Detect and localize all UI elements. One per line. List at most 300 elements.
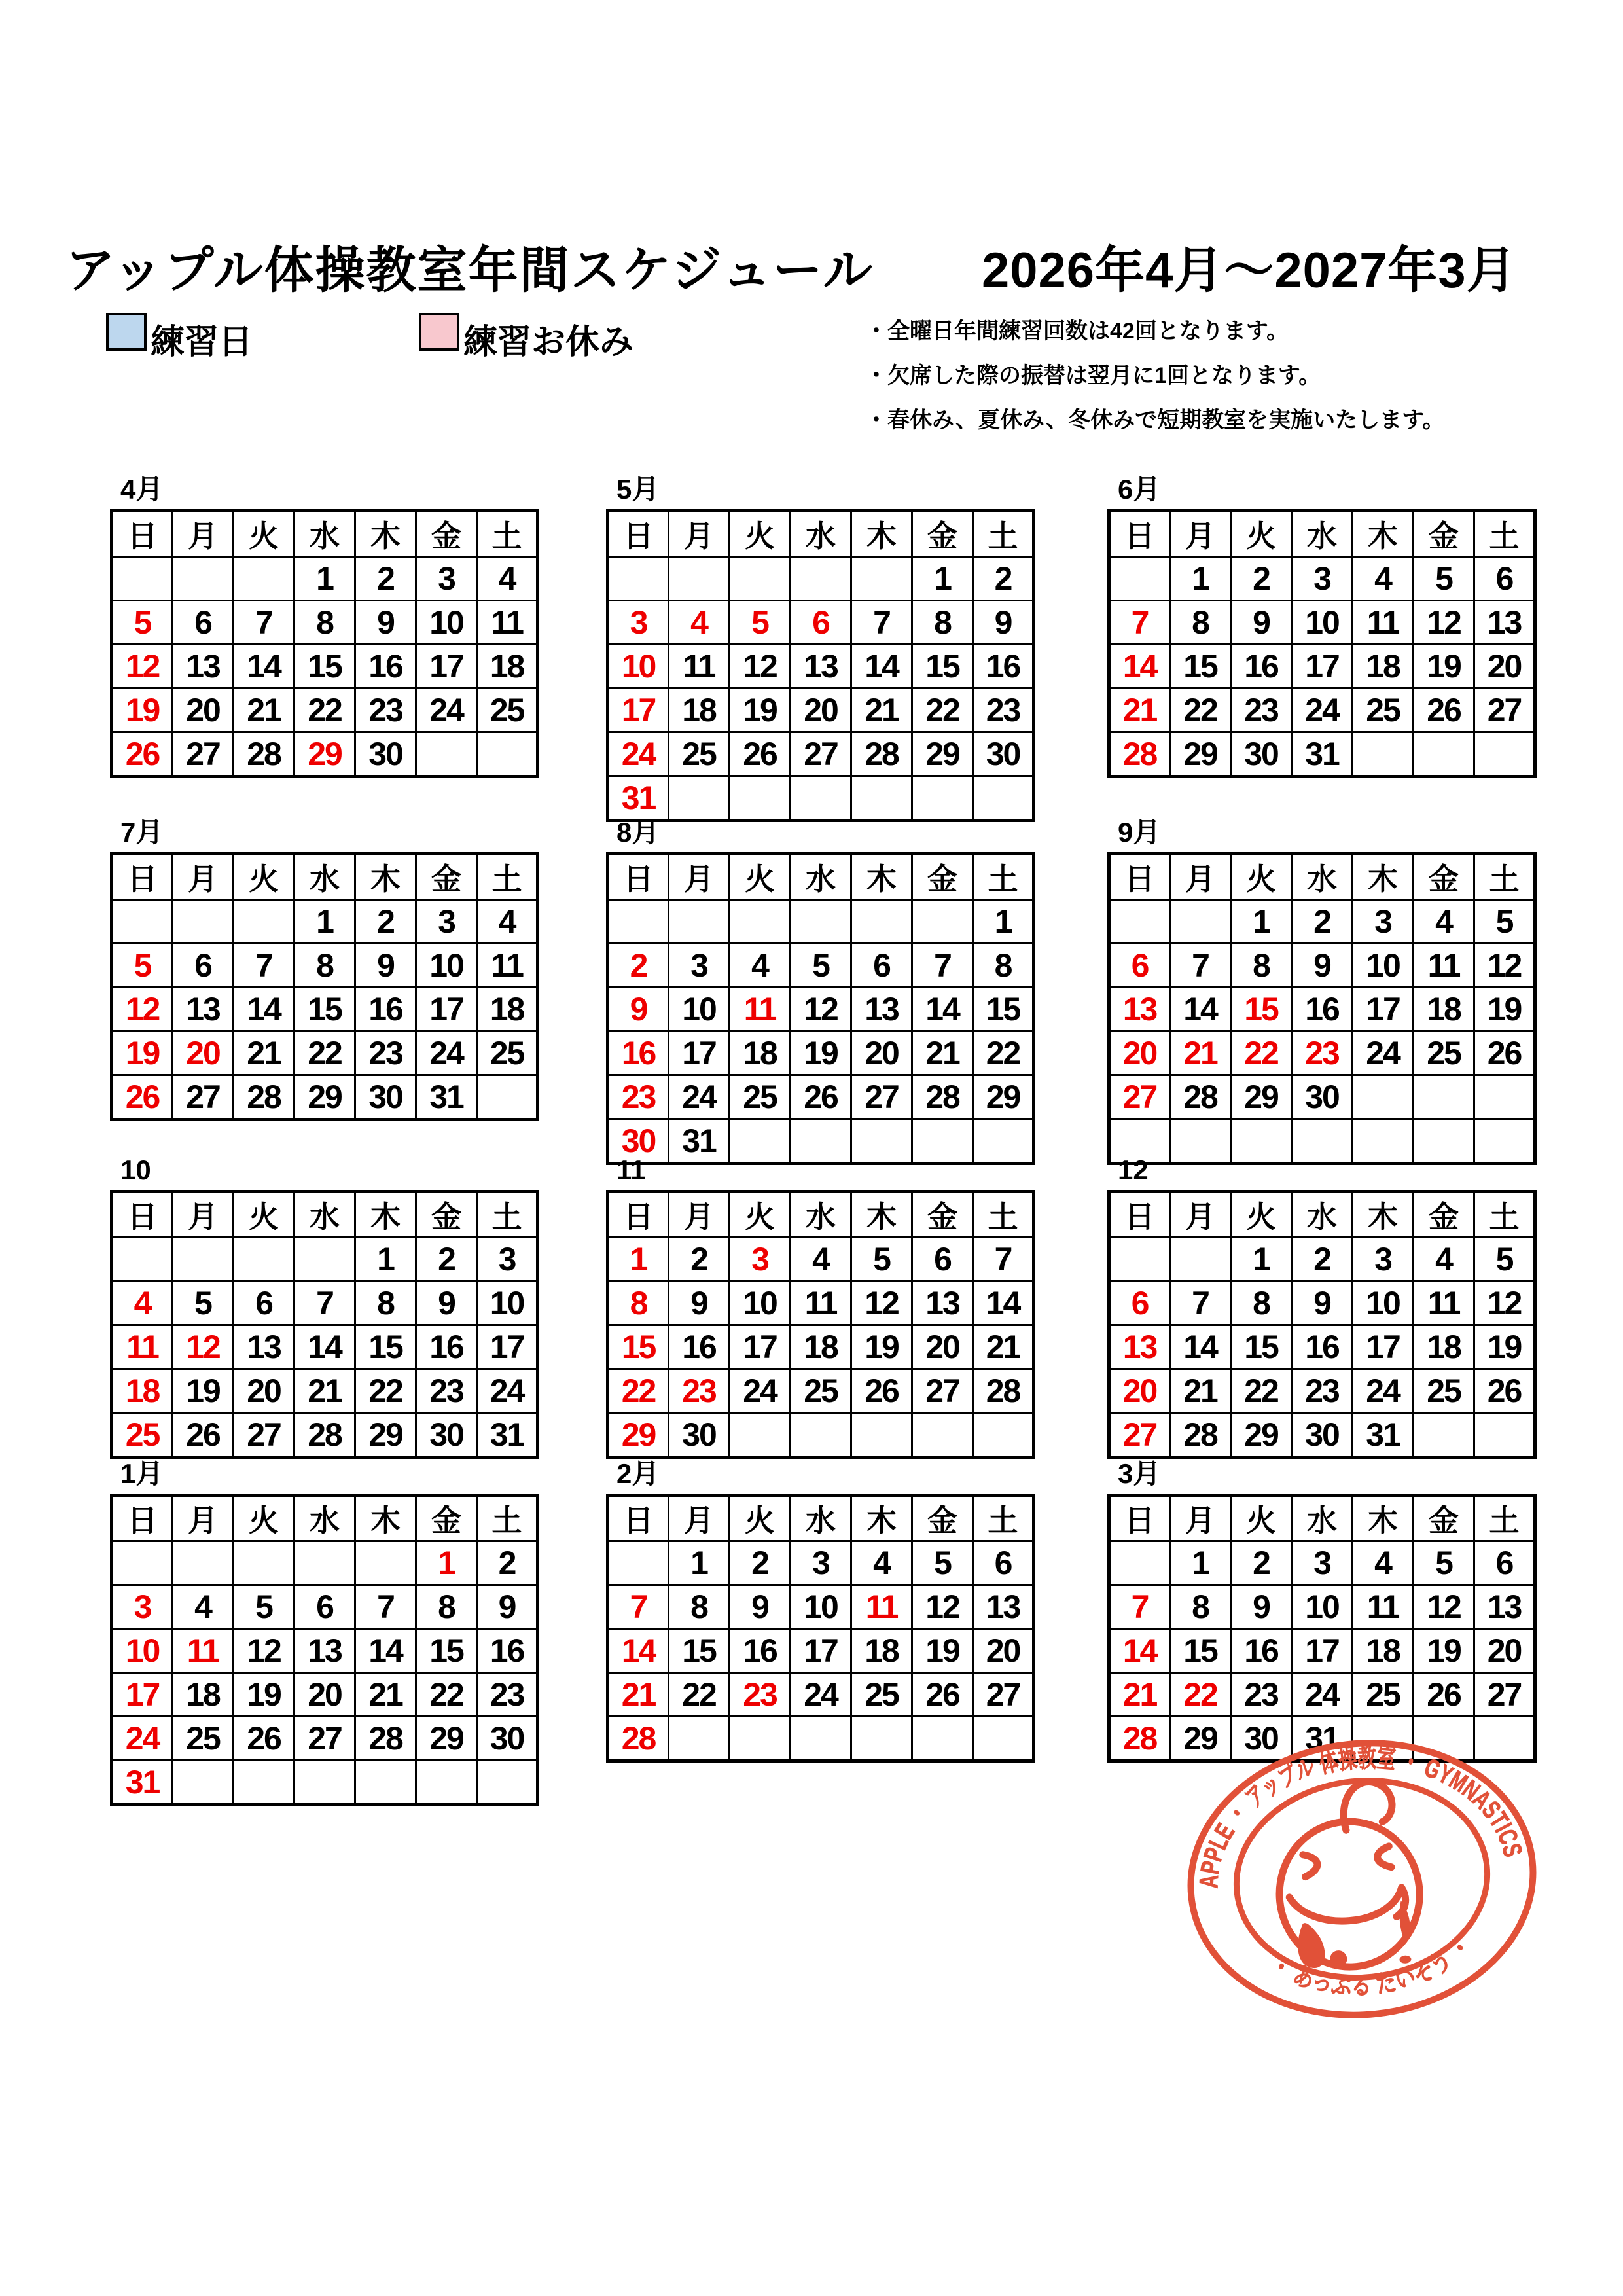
day-cell: 9 <box>730 1585 791 1629</box>
day-cell: 18 <box>1414 1325 1474 1369</box>
day-cell: 23 <box>477 1673 538 1717</box>
day-cell: 9 <box>1292 1282 1353 1325</box>
day-header-cell: 火 <box>234 1192 294 1238</box>
day-cell: 24 <box>1353 1031 1414 1075</box>
day-cell: 18 <box>173 1673 234 1717</box>
day-cell: 7 <box>234 944 294 988</box>
day-header-cell: 金 <box>912 1496 973 1541</box>
day-cell: 1 <box>973 900 1034 944</box>
day-cell: 20 <box>294 1673 355 1717</box>
day-cell: 10 <box>416 601 477 645</box>
day-cell: 14 <box>851 645 912 689</box>
day-header-cell: 土 <box>1474 854 1535 900</box>
day-cell: 20 <box>173 1031 234 1075</box>
stamp-logo <box>1177 1733 1547 2025</box>
day-cell: 9 <box>669 1282 730 1325</box>
apple-smile <box>1289 1888 1406 1924</box>
day-cell: 18 <box>112 1369 173 1413</box>
day-cell: 5 <box>1414 1541 1474 1585</box>
day-cell: 21 <box>608 1673 669 1717</box>
day-cell: 26 <box>234 1717 294 1761</box>
day-cell: 16 <box>1231 645 1292 689</box>
day-header-cell: 火 <box>730 854 791 900</box>
day-cell: 22 <box>1231 1369 1292 1413</box>
empty-cell <box>912 1413 973 1458</box>
empty-cell <box>1414 732 1474 777</box>
empty-cell <box>477 1761 538 1805</box>
day-cell: 1 <box>294 557 355 601</box>
calendar-table <box>606 1190 1035 1459</box>
day-cell: 11 <box>730 988 791 1031</box>
day-cell: 19 <box>112 1031 173 1075</box>
day-header-cell: 火 <box>730 1496 791 1541</box>
day-cell: 27 <box>851 1075 912 1119</box>
empty-cell <box>730 1413 791 1458</box>
day-header-cell: 土 <box>477 1496 538 1541</box>
calendar-month-10 <box>110 1460 539 1806</box>
day-cell: 1 <box>608 1238 669 1282</box>
day-cell: 15 <box>355 1325 416 1369</box>
day-header-cell: 水 <box>791 511 851 557</box>
day-cell: 23 <box>973 689 1034 732</box>
calendar-month-7 <box>110 1156 539 1459</box>
day-cell: 15 <box>669 1629 730 1673</box>
calendar-month-8 <box>606 1156 1035 1459</box>
month-label: 10 <box>120 1155 151 1185</box>
calendar-month-1 <box>110 475 539 778</box>
day-cell: 4 <box>730 944 791 988</box>
day-cell: 2 <box>730 1541 791 1585</box>
day-cell: 4 <box>173 1585 234 1629</box>
day-cell: 27 <box>1109 1413 1170 1458</box>
day-cell: 19 <box>1474 1325 1535 1369</box>
day-cell: 5 <box>791 944 851 988</box>
day-cell: 21 <box>294 1369 355 1413</box>
day-cell: 17 <box>1353 1325 1414 1369</box>
day-cell: 29 <box>1170 1717 1231 1761</box>
day-header-cell: 水 <box>294 1496 355 1541</box>
day-header-cell: 木 <box>355 1192 416 1238</box>
day-cell: 12 <box>851 1282 912 1325</box>
day-cell: 26 <box>912 1673 973 1717</box>
day-cell: 12 <box>1414 601 1474 645</box>
day-header-cell: 月 <box>1170 1192 1231 1238</box>
day-cell: 11 <box>1353 601 1414 645</box>
day-cell: 16 <box>1231 1629 1292 1673</box>
day-cell: 8 <box>973 944 1034 988</box>
empty-cell <box>234 900 294 944</box>
day-cell: 21 <box>234 689 294 732</box>
day-cell: 28 <box>355 1717 416 1761</box>
day-cell: 21 <box>912 1031 973 1075</box>
day-cell: 2 <box>477 1541 538 1585</box>
day-cell: 14 <box>608 1629 669 1673</box>
day-cell: 5 <box>112 944 173 988</box>
day-cell: 9 <box>355 944 416 988</box>
day-cell: 11 <box>112 1325 173 1369</box>
day-header-cell: 日 <box>1109 1496 1170 1541</box>
day-cell: 4 <box>851 1541 912 1585</box>
day-cell: 12 <box>730 645 791 689</box>
day-cell: 18 <box>851 1629 912 1673</box>
empty-cell <box>1414 1075 1474 1119</box>
calendar-table <box>110 509 539 778</box>
day-header-cell: 水 <box>1292 854 1353 900</box>
day-cell: 5 <box>1414 557 1474 601</box>
day-cell: 13 <box>173 645 234 689</box>
day-cell: 1 <box>1231 900 1292 944</box>
month-label: 11 <box>616 1155 646 1185</box>
day-cell: 4 <box>791 1238 851 1282</box>
note-line-2: ・欠席した際の振替は翌月に1回となります。 <box>865 363 1321 388</box>
day-header-cell: 土 <box>477 854 538 900</box>
day-cell: 30 <box>973 732 1034 776</box>
day-header-cell: 火 <box>1231 1192 1292 1238</box>
page-title: アップル体操教室年間スケジュール <box>65 243 874 298</box>
day-cell: 13 <box>1474 1585 1535 1629</box>
day-cell: 28 <box>851 732 912 776</box>
empty-cell <box>173 1761 234 1805</box>
day-cell: 12 <box>1474 1282 1535 1325</box>
day-cell: 12 <box>1414 1585 1474 1629</box>
empty-cell <box>173 1541 234 1585</box>
day-cell: 7 <box>1109 1585 1170 1629</box>
day-cell: 2 <box>1292 1238 1353 1282</box>
day-cell: 8 <box>294 601 355 645</box>
day-cell: 22 <box>355 1369 416 1413</box>
notes <box>865 309 1444 442</box>
day-header-cell: 水 <box>294 511 355 557</box>
day-cell: 28 <box>608 1717 669 1761</box>
month-label: 12 <box>1118 1155 1149 1185</box>
empty-cell <box>294 1761 355 1805</box>
day-cell: 26 <box>791 1075 851 1119</box>
day-cell: 15 <box>294 988 355 1031</box>
legend-rest-label: 練習お休み <box>463 323 634 361</box>
empty-cell <box>416 732 477 777</box>
day-cell: 12 <box>173 1325 234 1369</box>
day-cell: 9 <box>608 988 669 1031</box>
empty-cell <box>1109 1541 1170 1585</box>
day-cell: 2 <box>608 944 669 988</box>
empty-cell <box>173 1238 234 1282</box>
empty-cell <box>1474 1075 1535 1119</box>
day-cell: 6 <box>1474 1541 1535 1585</box>
apple-cheek-drop <box>1296 1922 1325 1969</box>
day-cell: 26 <box>1474 1369 1535 1413</box>
day-header-cell: 月 <box>669 511 730 557</box>
empty-cell <box>1474 1413 1535 1458</box>
day-header-cell: 水 <box>1292 1192 1353 1238</box>
day-cell: 3 <box>1353 900 1414 944</box>
day-cell: 6 <box>173 944 234 988</box>
month-label: 1月 <box>120 1458 164 1489</box>
day-cell: 26 <box>730 732 791 776</box>
empty-cell <box>851 1717 912 1761</box>
day-header-cell: 日 <box>112 854 173 900</box>
day-cell: 1 <box>912 557 973 601</box>
day-cell: 22 <box>912 689 973 732</box>
apple-dot-right <box>1399 1955 1412 1964</box>
empty-cell <box>973 1413 1034 1458</box>
day-cell: 26 <box>112 1075 173 1120</box>
day-cell: 11 <box>851 1585 912 1629</box>
day-cell: 11 <box>669 645 730 689</box>
day-cell: 17 <box>1292 1629 1353 1673</box>
day-cell: 3 <box>669 944 730 988</box>
day-cell: 23 <box>669 1369 730 1413</box>
empty-cell <box>730 900 791 944</box>
day-cell: 8 <box>608 1282 669 1325</box>
legend-practice-swatch <box>106 313 147 351</box>
day-cell: 14 <box>912 988 973 1031</box>
day-header-cell: 日 <box>1109 854 1170 900</box>
stamp-arc-bottom-text: ・ あっぷる たいそう ・ <box>1264 1928 1482 2001</box>
day-cell: 17 <box>730 1325 791 1369</box>
day-cell: 24 <box>791 1673 851 1717</box>
day-cell: 4 <box>1414 900 1474 944</box>
day-cell: 16 <box>1292 988 1353 1031</box>
day-cell: 31 <box>608 776 669 821</box>
day-cell: 3 <box>791 1541 851 1585</box>
day-cell: 19 <box>112 689 173 732</box>
day-cell: 13 <box>1109 988 1170 1031</box>
day-cell: 11 <box>477 944 538 988</box>
day-cell: 12 <box>912 1585 973 1629</box>
day-cell: 27 <box>973 1673 1034 1717</box>
day-cell: 15 <box>608 1325 669 1369</box>
month-label: 3月 <box>1118 1458 1161 1489</box>
day-cell: 1 <box>1170 1541 1231 1585</box>
day-cell: 7 <box>912 944 973 988</box>
day-cell: 25 <box>1353 689 1414 732</box>
day-cell: 27 <box>234 1413 294 1458</box>
day-cell: 24 <box>477 1369 538 1413</box>
day-cell: 11 <box>1414 1282 1474 1325</box>
day-header-cell: 木 <box>1353 1496 1414 1541</box>
day-cell: 6 <box>1109 944 1170 988</box>
day-cell: 23 <box>355 689 416 732</box>
day-cell: 20 <box>234 1369 294 1413</box>
day-cell: 10 <box>1292 601 1353 645</box>
day-header-cell: 土 <box>973 511 1034 557</box>
day-cell: 9 <box>477 1585 538 1629</box>
empty-cell <box>1414 1413 1474 1458</box>
day-header-cell: 月 <box>1170 854 1231 900</box>
day-cell: 31 <box>416 1075 477 1120</box>
day-cell: 10 <box>112 1629 173 1673</box>
day-cell: 30 <box>1231 732 1292 777</box>
day-cell: 21 <box>234 1031 294 1075</box>
day-cell: 30 <box>608 1119 669 1164</box>
day-cell: 29 <box>608 1413 669 1458</box>
day-cell: 25 <box>173 1717 234 1761</box>
day-cell: 20 <box>912 1325 973 1369</box>
day-cell: 22 <box>294 689 355 732</box>
day-header-cell: 土 <box>973 1192 1034 1238</box>
day-cell: 4 <box>1414 1238 1474 1282</box>
day-cell: 8 <box>1170 601 1231 645</box>
empty-cell <box>791 557 851 601</box>
day-cell: 26 <box>1474 1031 1535 1075</box>
empty-cell <box>669 1717 730 1761</box>
day-cell: 3 <box>730 1238 791 1282</box>
day-cell: 15 <box>416 1629 477 1673</box>
calendar-month-2 <box>606 475 1035 822</box>
day-cell: 10 <box>730 1282 791 1325</box>
day-header-cell: 月 <box>669 1496 730 1541</box>
empty-cell <box>355 1541 416 1585</box>
day-header-cell: 月 <box>1170 1496 1231 1541</box>
empty-cell <box>669 557 730 601</box>
day-cell: 30 <box>416 1413 477 1458</box>
empty-cell <box>112 1238 173 1282</box>
day-cell: 18 <box>1414 988 1474 1031</box>
day-cell: 2 <box>416 1238 477 1282</box>
day-header-cell: 火 <box>1231 854 1292 900</box>
day-cell: 24 <box>1353 1369 1414 1413</box>
day-cell: 1 <box>669 1541 730 1585</box>
day-header-cell: 日 <box>112 511 173 557</box>
day-cell: 11 <box>1353 1585 1414 1629</box>
day-cell: 16 <box>973 645 1034 689</box>
day-cell: 19 <box>173 1369 234 1413</box>
empty-cell <box>608 1541 669 1585</box>
day-cell: 7 <box>294 1282 355 1325</box>
day-cell: 17 <box>1292 645 1353 689</box>
day-cell: 24 <box>416 689 477 732</box>
day-cell: 23 <box>1292 1031 1353 1075</box>
day-cell: 27 <box>173 1075 234 1120</box>
empty-cell <box>608 557 669 601</box>
empty-cell <box>912 1717 973 1761</box>
apple-eye-left <box>1303 1854 1318 1877</box>
day-cell: 29 <box>1231 1413 1292 1458</box>
day-header-cell: 金 <box>912 1192 973 1238</box>
day-cell: 9 <box>1231 601 1292 645</box>
apple-eye-right <box>1377 1846 1391 1868</box>
empty-cell <box>851 1413 912 1458</box>
day-cell: 13 <box>912 1282 973 1325</box>
day-cell: 13 <box>1474 601 1535 645</box>
day-cell: 14 <box>1109 645 1170 689</box>
day-cell: 18 <box>477 988 538 1031</box>
calendar-month-11 <box>606 1460 1035 1763</box>
day-cell: 23 <box>416 1369 477 1413</box>
day-cell: 25 <box>477 1031 538 1075</box>
day-cell: 23 <box>730 1673 791 1717</box>
day-header-cell: 水 <box>1292 511 1353 557</box>
day-cell: 26 <box>173 1413 234 1458</box>
empty-cell <box>1353 1075 1414 1119</box>
empty-cell <box>173 557 234 601</box>
empty-cell <box>112 557 173 601</box>
empty-cell <box>1170 1238 1231 1282</box>
day-cell: 31 <box>1292 732 1353 777</box>
day-cell: 26 <box>1414 689 1474 732</box>
day-cell: 8 <box>1231 944 1292 988</box>
day-cell: 31 <box>1292 1717 1353 1761</box>
day-cell: 25 <box>1414 1031 1474 1075</box>
day-header-cell: 火 <box>1231 1496 1292 1541</box>
day-header-cell: 火 <box>234 1496 294 1541</box>
empty-cell <box>669 776 730 821</box>
day-header-cell: 金 <box>912 511 973 557</box>
day-cell: 7 <box>1170 944 1231 988</box>
day-header-cell: 金 <box>912 854 973 900</box>
day-header-cell: 水 <box>791 1192 851 1238</box>
day-cell: 16 <box>477 1629 538 1673</box>
day-cell: 8 <box>416 1585 477 1629</box>
day-cell: 5 <box>851 1238 912 1282</box>
day-header-cell: 金 <box>416 1496 477 1541</box>
day-cell: 13 <box>973 1585 1034 1629</box>
empty-cell <box>1353 732 1414 777</box>
day-cell: 14 <box>294 1325 355 1369</box>
day-cell: 10 <box>416 944 477 988</box>
day-header-cell: 月 <box>1170 511 1231 557</box>
day-cell: 3 <box>416 900 477 944</box>
empty-cell <box>1474 732 1535 777</box>
day-cell: 8 <box>1231 1282 1292 1325</box>
day-cell: 13 <box>173 988 234 1031</box>
day-header-cell: 日 <box>608 511 669 557</box>
day-cell: 31 <box>1353 1413 1414 1458</box>
day-cell: 5 <box>1474 1238 1535 1282</box>
day-header-cell: 日 <box>1109 1192 1170 1238</box>
day-cell: 20 <box>1474 645 1535 689</box>
day-cell: 21 <box>1170 1031 1231 1075</box>
day-cell: 14 <box>1170 988 1231 1031</box>
day-cell: 3 <box>416 557 477 601</box>
day-cell: 12 <box>791 988 851 1031</box>
empty-cell <box>912 900 973 944</box>
calendar-table <box>606 852 1035 1165</box>
day-cell: 17 <box>608 689 669 732</box>
calendar-table <box>1107 852 1537 1165</box>
day-cell: 4 <box>669 601 730 645</box>
day-cell: 28 <box>973 1369 1034 1413</box>
empty-cell <box>973 776 1034 821</box>
day-cell: 30 <box>1231 1717 1292 1761</box>
day-cell: 28 <box>294 1413 355 1458</box>
day-header-cell: 土 <box>1474 1192 1535 1238</box>
empty-cell <box>294 1238 355 1282</box>
empty-cell <box>851 776 912 821</box>
day-cell: 6 <box>973 1541 1034 1585</box>
day-cell: 23 <box>355 1031 416 1075</box>
day-cell: 2 <box>973 557 1034 601</box>
day-cell: 29 <box>355 1413 416 1458</box>
day-cell: 28 <box>1109 1717 1170 1761</box>
calendar-month-5 <box>606 818 1035 1165</box>
day-cell: 11 <box>1414 944 1474 988</box>
day-cell: 17 <box>791 1629 851 1673</box>
day-cell: 30 <box>477 1717 538 1761</box>
calendar-table <box>1107 509 1537 778</box>
day-cell: 7 <box>355 1585 416 1629</box>
day-cell: 14 <box>973 1282 1034 1325</box>
day-cell: 18 <box>791 1325 851 1369</box>
day-cell: 24 <box>730 1369 791 1413</box>
day-cell: 5 <box>112 601 173 645</box>
day-cell: 2 <box>355 900 416 944</box>
day-cell: 10 <box>791 1585 851 1629</box>
day-cell: 1 <box>294 900 355 944</box>
day-cell: 7 <box>1170 1282 1231 1325</box>
day-header-cell: 土 <box>477 1192 538 1238</box>
day-cell: 31 <box>669 1119 730 1164</box>
